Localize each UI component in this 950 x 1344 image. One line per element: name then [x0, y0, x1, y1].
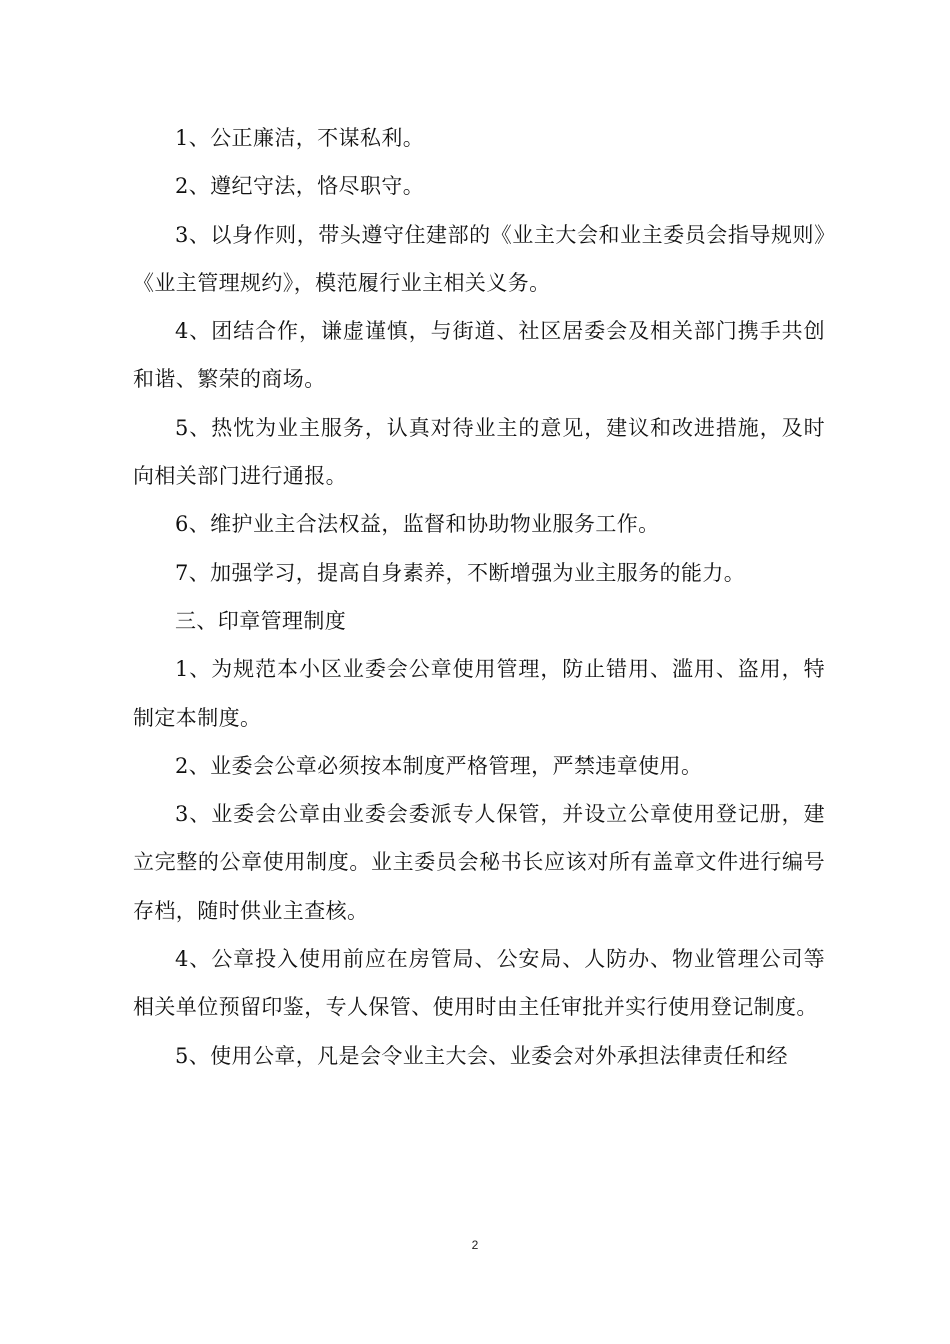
paragraph-6: 6、维护业主合法权益，监督和协助物业服务工作。: [175, 512, 660, 537]
paragraph-2: 2、遵纪守法，恪尽职守。: [175, 174, 425, 199]
paragraph-1: 1、公正廉洁，不谋私利。: [175, 126, 425, 150]
page-number: 2: [471, 1238, 479, 1252]
paragraph-5: 5、热忱为业主服务，认真对待业主的意见，建议和改进措施，及时向相关部门进行通报。: [133, 415, 825, 489]
paragraph-7: 7、加强学习，提高自身素养，不断增强为业主服务的能力。: [175, 560, 746, 585]
paragraph-seal-3: 3、业委会公章由业委会委派专人保管，并设立公章使用登记册，建立完整的公章使用制度。业主委员会秘书长应该对所有盖章文件进行编号存档，随时供业主查核。: [133, 802, 825, 923]
paragraph-seal-4: 4、公章投入使用前应在房管局、公安局、人防办、物业管理公司等相关单位预留印鉴，专人保管、使用时由主任审批并实行使用登记制度。: [133, 947, 825, 1020]
paragraph-3: 3、以身作则，带头遵守住建部的《业主大会和业主委员会指导规则》《业主管理规约》，模范履行业主相关义务。: [133, 222, 825, 295]
paragraph-seal-2: 2、业委会公章必须按本制度严格管理，严禁违章使用。: [175, 753, 703, 778]
section-heading-seal-management: 三、印章管理制度: [175, 608, 347, 633]
paragraph-seal-5: 5、使用公章，凡是会令业主大会、业委会对外承担法律责任和经: [175, 1043, 788, 1068]
document-body: [133, 114, 825, 1080]
paragraph-4: 4、团结合作，谦虚谨慎，与街道、社区居委会及相关部门携手共创和谐、繁荣的商场。: [133, 319, 825, 392]
paragraph-seal-1: 1、为规范本小区业委会公章使用管理，防止错用、滥用、盗用，特制定本制度。: [133, 657, 825, 730]
